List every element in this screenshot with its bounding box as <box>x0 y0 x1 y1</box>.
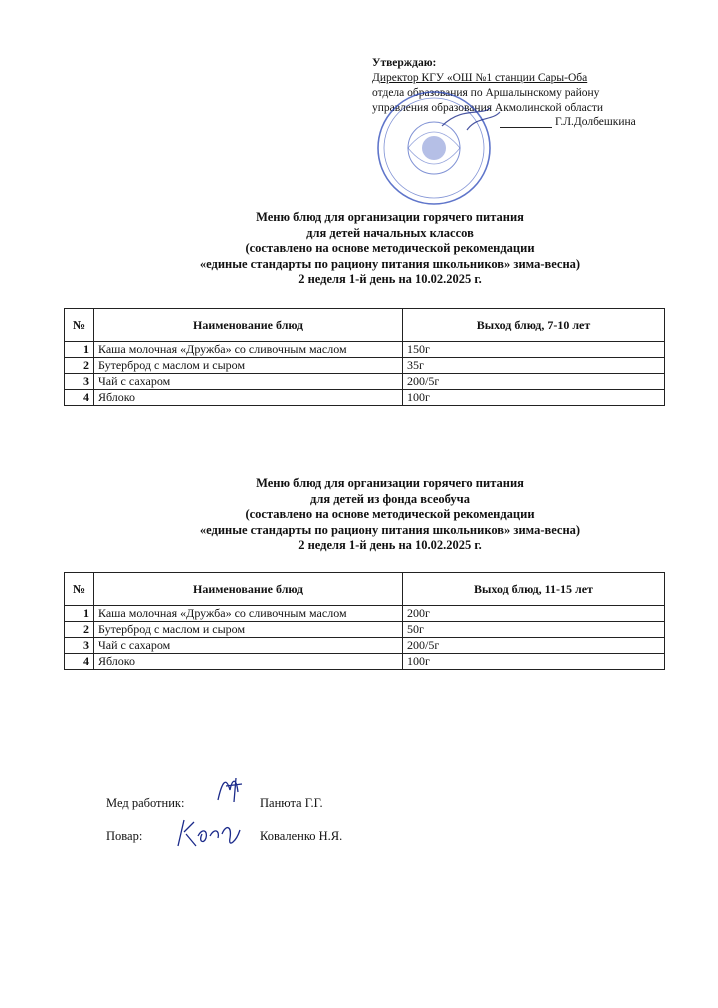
row-number: 2 <box>65 358 94 374</box>
menu1-heading-line-5: 2 неделя 1-й день на 10.02.2025 г. <box>298 272 482 286</box>
column-output-header: Выход блюд, 11-15 лет <box>403 573 665 606</box>
table-row <box>65 606 665 622</box>
column-dish-header: Наименование блюд <box>94 309 403 342</box>
row-number: 1 <box>65 606 94 622</box>
table-row <box>65 390 665 406</box>
table-header-row <box>65 309 665 342</box>
row-number: 2 <box>65 622 94 638</box>
menu1-heading-line-1: Меню блюд для организации горячего питания <box>256 210 524 224</box>
cook-name: Коваленко Н.Я. <box>260 829 343 843</box>
dish-name: Чай с сахаром <box>94 374 403 390</box>
table-row <box>65 638 665 654</box>
dish-name: Яблоко <box>94 654 403 670</box>
row-number: 3 <box>65 374 94 390</box>
dish-name: Бутерброд с маслом и сыром <box>94 622 403 638</box>
column-output-header: Выход блюд, 7-10 лет <box>403 309 665 342</box>
cook-label: Повар: <box>106 829 143 843</box>
dish-name: Бутерброд с маслом и сыром <box>94 358 403 374</box>
seal-stamp-icon <box>372 86 512 206</box>
approval-line-1: Директор КГУ «ОШ №1 станции Сары-Оба <box>372 72 588 84</box>
menu1-heading-line-2: для детей начальных классов <box>306 225 474 240</box>
dish-output: 100г <box>403 654 665 670</box>
column-number-header: № <box>65 309 94 342</box>
approval-line-2: отдела образования по Аршалынскому району <box>372 87 600 99</box>
row-number: 4 <box>65 390 94 406</box>
row-number: 1 <box>65 342 94 358</box>
dish-output: 200/5г <box>403 638 665 654</box>
row-number: 4 <box>65 654 94 670</box>
approval-title: Утверждаю: <box>372 57 437 69</box>
dish-output: 50г <box>403 622 665 638</box>
menu1-heading-line-3: (составлено на основе методической рекомендации <box>245 241 535 255</box>
menu1-heading <box>60 210 718 288</box>
table-row <box>65 374 665 390</box>
menu2-heading-line-5: 2 неделя 1-й день на 10.02.2025 г. <box>298 538 482 552</box>
column-dish-header: Наименование блюд <box>94 573 403 606</box>
dish-name: Чай с сахаром <box>94 638 403 654</box>
dish-output: 100г <box>403 390 665 406</box>
menu2-heading-line-2: для детей из фонда всеобуча <box>310 491 470 506</box>
menu2-heading-line-3: (составлено на основе методической рекомендации <box>245 507 535 521</box>
med-worker-label: Мед работник: <box>106 796 185 810</box>
dish-output: 200г <box>403 606 665 622</box>
table-row <box>65 622 665 638</box>
med-worker-signature-icon <box>212 772 252 806</box>
dish-name: Яблоко <box>94 390 403 406</box>
table-row <box>65 654 665 670</box>
column-number-header: № <box>65 573 94 606</box>
approval-signatory: Г.Л.Долбешкина <box>555 116 636 128</box>
menu1-table <box>64 308 665 406</box>
med-worker-name: Панюта Г.Г. <box>260 796 323 810</box>
menu2-table <box>64 572 665 670</box>
menu2-heading-line-4: «единые стандарты по рациону питания школьников» зима-весна) <box>199 522 581 537</box>
table-header-row <box>65 573 665 606</box>
table-row <box>65 342 665 358</box>
menu2-heading <box>60 476 718 554</box>
menu1-heading-line-4: «единые стандарты по рациону питания школьников» зима-весна) <box>199 256 581 271</box>
dish-output: 35г <box>403 358 665 374</box>
table-row <box>65 358 665 374</box>
cook-signature-icon <box>172 812 244 852</box>
row-number: 3 <box>65 638 94 654</box>
dish-name: Каша молочная «Дружба» со сливочным маслом <box>94 342 403 358</box>
dish-output: 150г <box>403 342 665 358</box>
dish-output: 200/5г <box>403 374 665 390</box>
dish-name: Каша молочная «Дружба» со сливочным маслом <box>94 606 403 622</box>
approval-line-3: управления образования Акмолинской области <box>372 102 604 114</box>
menu2-heading-line-1: Меню блюд для организации горячего питания <box>256 476 524 490</box>
